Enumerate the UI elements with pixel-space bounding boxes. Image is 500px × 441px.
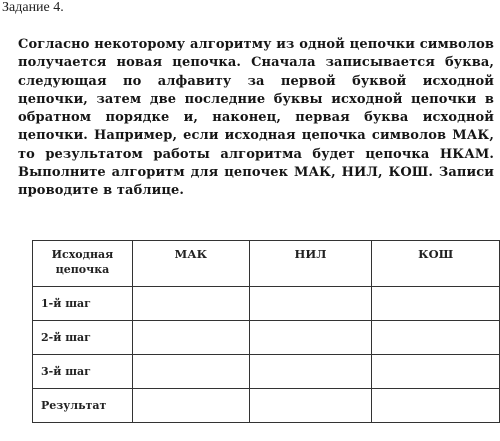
column-header-kosh: КОШ xyxy=(372,241,500,287)
cell-step1-nil[interactable] xyxy=(249,287,372,321)
table-row xyxy=(33,321,500,355)
cell-step1-kosh[interactable] xyxy=(372,287,500,321)
row-label-step3: 3-й шаг xyxy=(33,355,133,389)
cell-step2-kosh[interactable] xyxy=(372,321,500,355)
task-number: Задание 4. xyxy=(2,0,64,15)
cell-step3-kosh[interactable] xyxy=(372,355,500,389)
column-header-mak: МАК xyxy=(132,241,249,287)
cell-step1-mak[interactable] xyxy=(132,287,249,321)
column-header-nil: НИЛ xyxy=(249,241,372,287)
table-row xyxy=(33,287,500,321)
cell-step3-mak[interactable] xyxy=(132,355,249,389)
cell-step2-mak[interactable] xyxy=(132,321,249,355)
corner-label-line1: Исходная xyxy=(51,248,114,261)
cell-result-kosh[interactable] xyxy=(372,389,500,423)
cell-step2-nil[interactable] xyxy=(249,321,372,355)
corner-cell xyxy=(33,241,133,287)
answer-table xyxy=(32,240,500,423)
task-description: Согласно некоторому алгоритму из одной цепочки символов получается новая цепочка. Сначала записывается буква, следующая по алфавиту за первой буквой исходной цепочки, затем две последние буквы исходной цепочки в обратном порядке и, наконец, первая буква исходной цепочки. Например, если исходная цепочка символов МАК, то результатом работы алгоритма будет цепочка НКАМ. Выполните алгоритм для цепочек МАК, НИЛ, КОШ. Записи проводите в таблице. xyxy=(18,37,494,199)
table-row xyxy=(33,355,500,389)
corner-label-line2: цепочка xyxy=(55,263,110,276)
cell-result-mak[interactable] xyxy=(132,389,249,423)
row-label-result: Результат xyxy=(33,389,133,423)
table-header-row xyxy=(33,241,500,287)
cell-step3-nil[interactable] xyxy=(249,355,372,389)
row-label-step1: 1-й шаг xyxy=(33,287,133,321)
row-label-step2: 2-й шаг xyxy=(33,321,133,355)
cell-result-nil[interactable] xyxy=(249,389,372,423)
table-row xyxy=(33,389,500,423)
